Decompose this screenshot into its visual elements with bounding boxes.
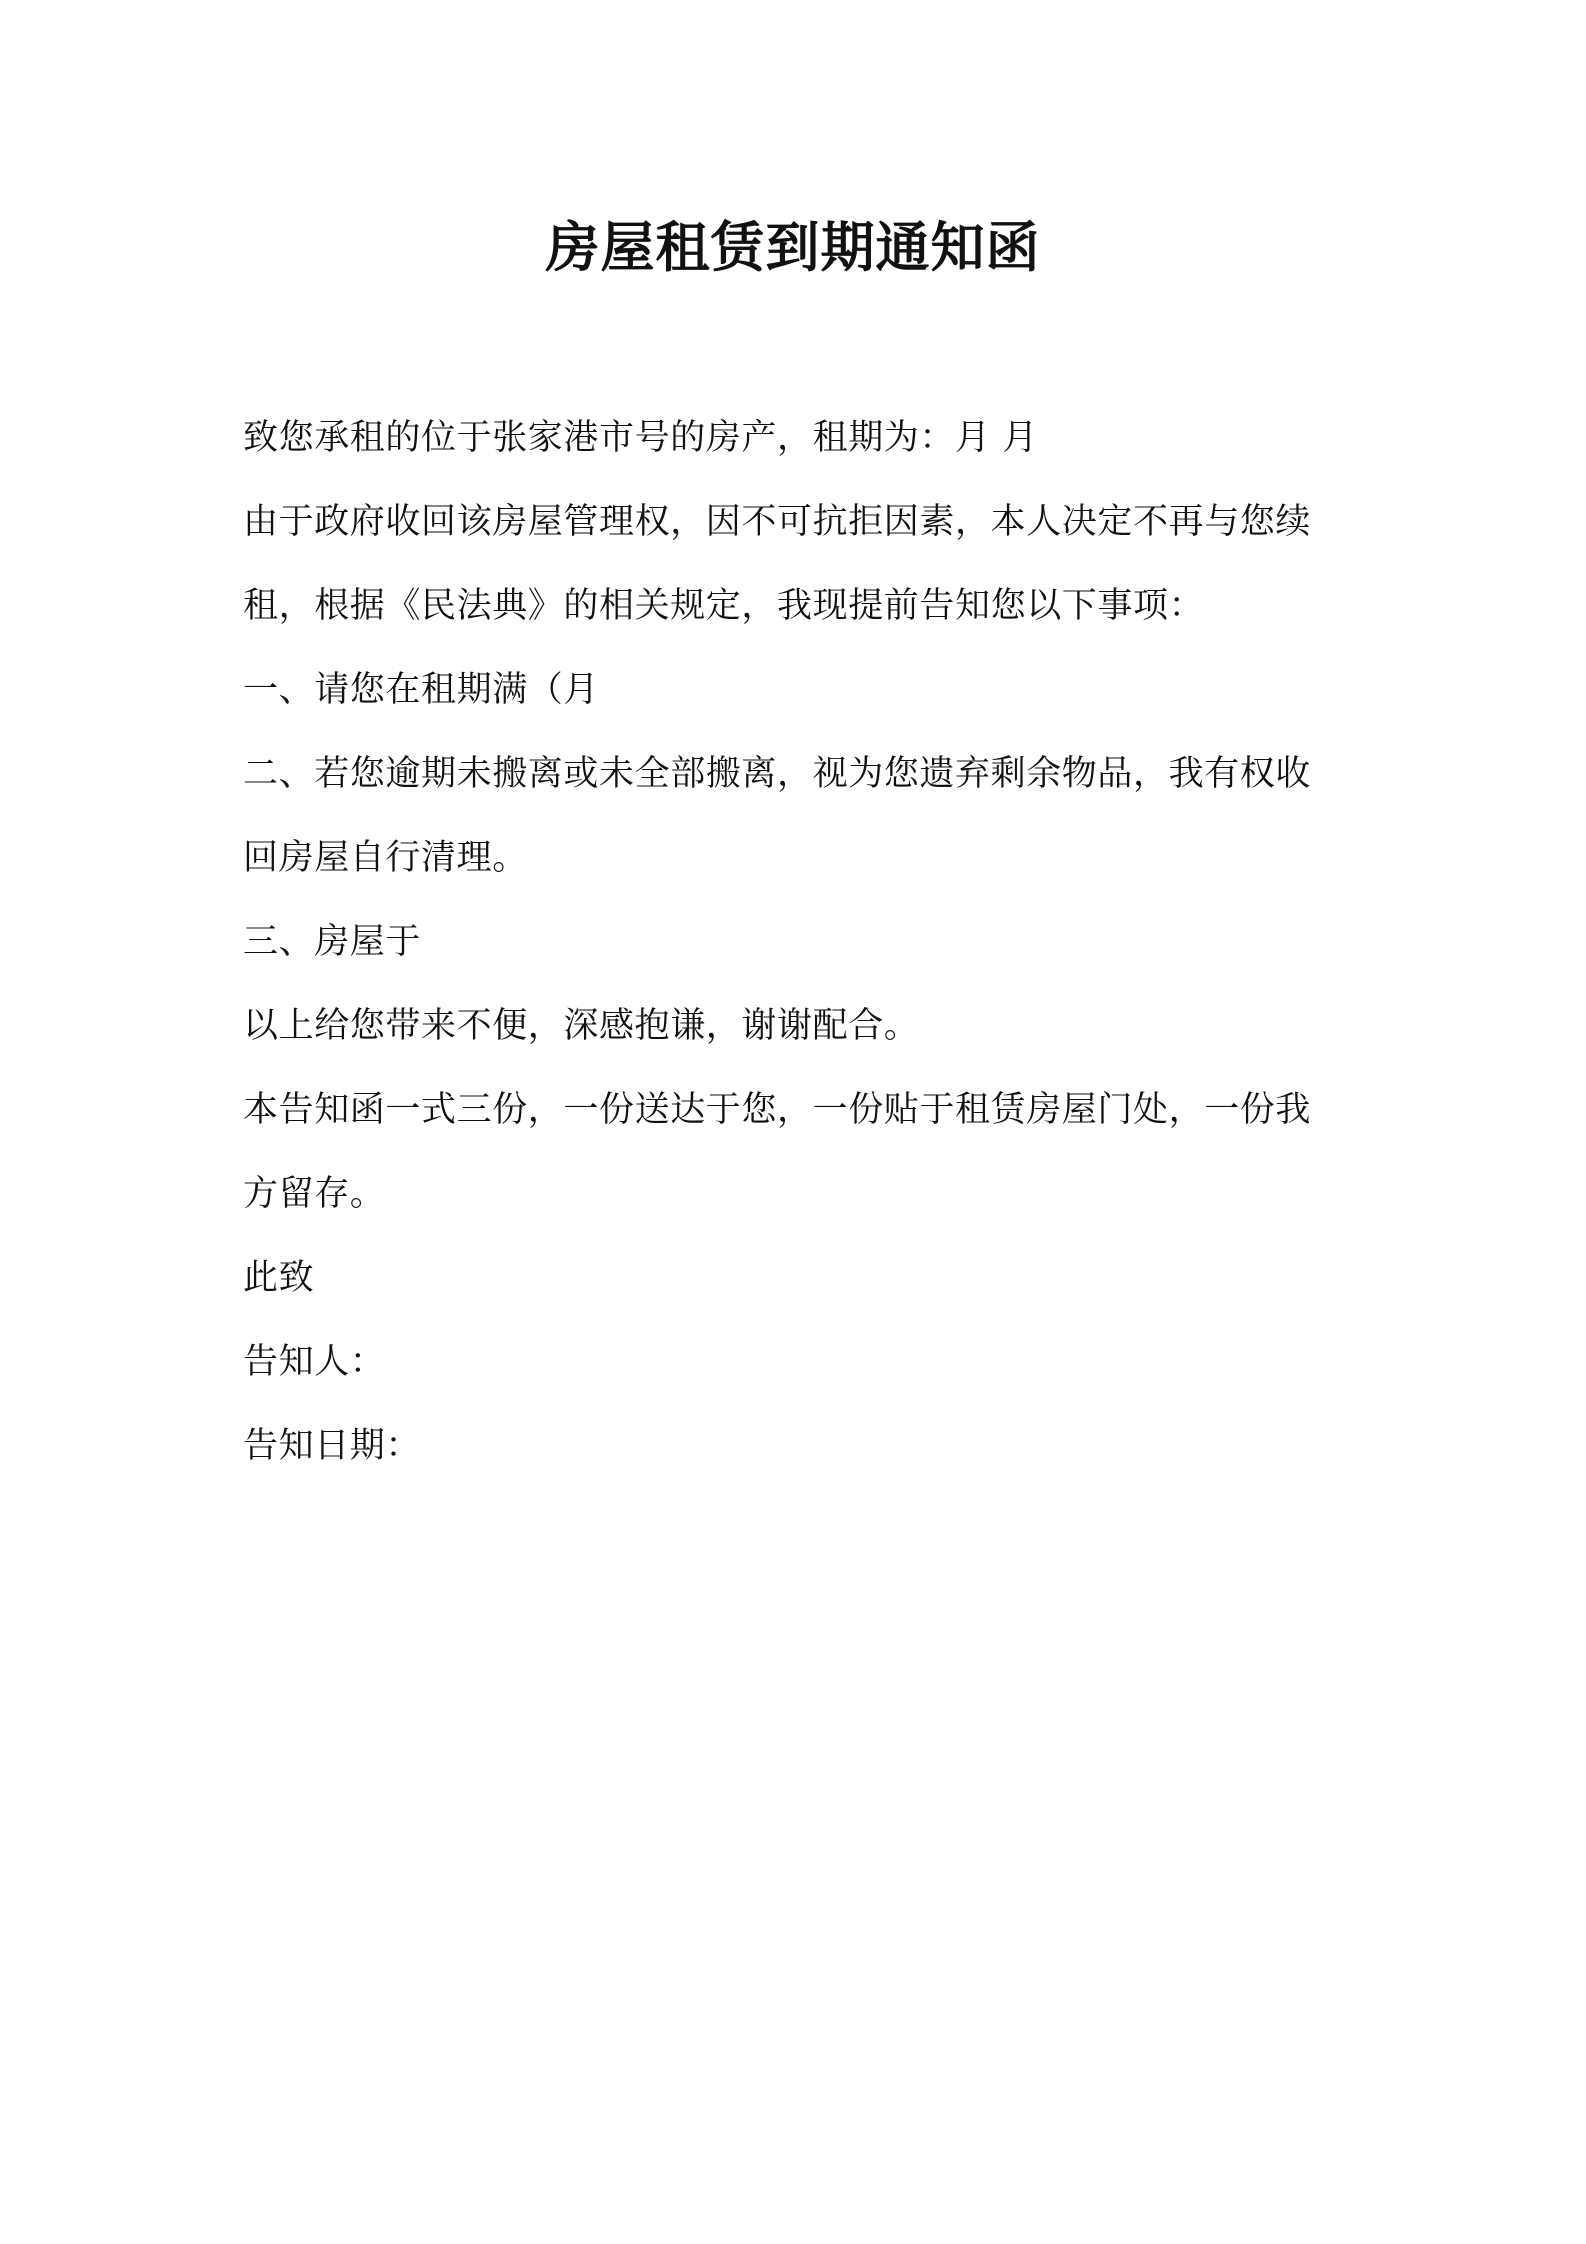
notice-date-label: 告知日期： [243,1426,422,1466]
paragraph-line: 以上给您带来不便，深感抱谦，谢谢配合。 [243,1006,920,1046]
paragraph-line: 由于政府收回该房屋管理权，因不可抗拒因素，本人决定不再与您续 [243,502,1312,542]
paragraph-line: 二、若您逾期未搬离或未全部搬离，视为您遗弃剩余物品，我有权收 [243,754,1312,794]
paragraph-line: 本告知函一式三份，一份送达于您，一份贴于租赁房屋门处，一份我 [243,1090,1312,1130]
paragraph-line: 回房屋自行清理。 [243,838,528,878]
paragraph-line: 一、请您在租期满（月 [243,670,600,710]
notifier-label: 告知人： [243,1342,386,1382]
closing-line: 此致 [243,1258,315,1298]
paragraph-line: 租，根据《民法典》的相关规定，我现提前告知您以下事项： [243,586,1205,626]
paragraph-line: 方留存。 [243,1174,386,1214]
paragraph-line: 致您承租的位于张家港市号的房产，租期为：月 月 [243,418,1038,458]
paragraph-line: 三、房屋于 [243,922,422,962]
document-title: 房屋租赁到期通知函 [545,216,1041,279]
document-body [243,396,1363,1488]
